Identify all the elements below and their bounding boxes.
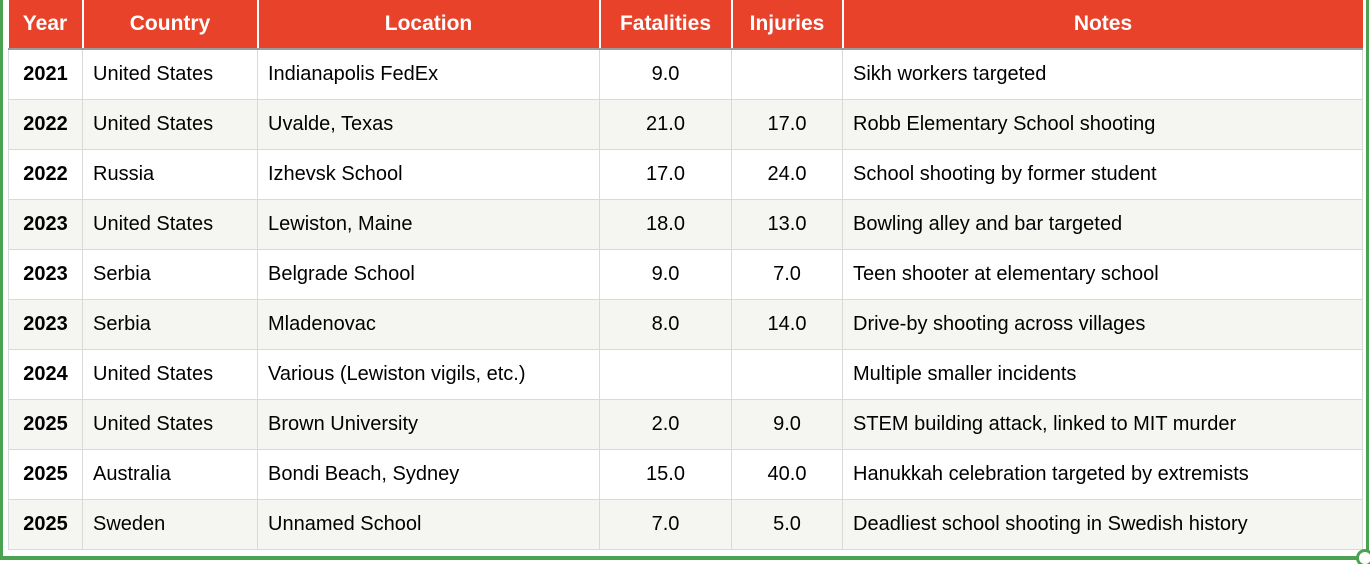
- table-row: [9, 399, 1363, 449]
- table-row: [9, 499, 1363, 549]
- table-cell: [732, 49, 843, 99]
- table-cell: 24.0: [732, 149, 843, 199]
- table-cell: Russia: [83, 149, 258, 199]
- table-row: [9, 299, 1363, 349]
- table-row: [9, 249, 1363, 299]
- table-cell: 2.0: [600, 399, 732, 449]
- table-cell: 9.0: [600, 49, 732, 99]
- table-cell: Belgrade School: [258, 249, 600, 299]
- selection-border-right: [1366, 0, 1369, 560]
- table-cell: STEM building attack, linked to MIT murder: [843, 399, 1363, 449]
- table-cell: Various (Lewiston vigils, etc.): [258, 349, 600, 399]
- header-row: [9, 0, 1363, 49]
- table-cell: 2023: [9, 199, 83, 249]
- table-cell: Multiple smaller incidents: [843, 349, 1363, 399]
- table-cell: 8.0: [600, 299, 732, 349]
- table-cell: 2025: [9, 449, 83, 499]
- table-cell: Teen shooter at elementary school: [843, 249, 1363, 299]
- table-cell: 15.0: [600, 449, 732, 499]
- table-cell: Sweden: [83, 499, 258, 549]
- table-cell: Brown University: [258, 399, 600, 449]
- table-cell: 2021: [9, 49, 83, 99]
- table-cell: Mladenovac: [258, 299, 600, 349]
- table-cell: [732, 349, 843, 399]
- column-header-notes: Notes: [843, 0, 1363, 49]
- table-cell: [600, 349, 732, 399]
- table-cell: Indianapolis FedEx: [258, 49, 600, 99]
- table-row: [9, 149, 1363, 199]
- table-cell: 2022: [9, 149, 83, 199]
- selection-border-bottom: [0, 556, 1370, 560]
- table-cell: 9.0: [600, 249, 732, 299]
- table-cell: 21.0: [600, 99, 732, 149]
- table-cell: Hanukkah celebration targeted by extremists: [843, 449, 1363, 499]
- table-cell: 2025: [9, 499, 83, 549]
- table-cell: Izhevsk School: [258, 149, 600, 199]
- table-row: [9, 349, 1363, 399]
- table-row: [9, 99, 1363, 149]
- table-row: [9, 49, 1363, 99]
- table-cell: 7.0: [600, 499, 732, 549]
- incidents-table: [8, 0, 1363, 550]
- column-header-injuries: Injuries: [732, 0, 843, 49]
- table-cell: 17.0: [600, 149, 732, 199]
- table-row: [9, 449, 1363, 499]
- table-cell: United States: [83, 49, 258, 99]
- table-cell: Sikh workers targeted: [843, 49, 1363, 99]
- table-cell: 2023: [9, 299, 83, 349]
- resize-handle[interactable]: [1356, 549, 1370, 564]
- table-cell: 5.0: [732, 499, 843, 549]
- column-header-location: Location: [258, 0, 600, 49]
- table-cell: 2022: [9, 99, 83, 149]
- table-cell: Serbia: [83, 249, 258, 299]
- table-cell: Bondi Beach, Sydney: [258, 449, 600, 499]
- table-cell: Bowling alley and bar targeted: [843, 199, 1363, 249]
- table-cell: 9.0: [732, 399, 843, 449]
- table-cell: United States: [83, 199, 258, 249]
- table-row: [9, 199, 1363, 249]
- table-cell: United States: [83, 99, 258, 149]
- column-header-country: Country: [83, 0, 258, 49]
- table-cell: 18.0: [600, 199, 732, 249]
- table-cell: United States: [83, 399, 258, 449]
- column-header-fatalities: Fatalities: [600, 0, 732, 49]
- table-cell: Australia: [83, 449, 258, 499]
- table-cell: 14.0: [732, 299, 843, 349]
- table-body: [9, 49, 1363, 549]
- table-cell: School shooting by former student: [843, 149, 1363, 199]
- table-header: [9, 0, 1363, 49]
- table-cell: United States: [83, 349, 258, 399]
- table-cell: 7.0: [732, 249, 843, 299]
- table-cell: Lewiston, Maine: [258, 199, 600, 249]
- table-cell: Unnamed School: [258, 499, 600, 549]
- column-header-year: Year: [9, 0, 83, 49]
- table-cell: 2023: [9, 249, 83, 299]
- table-cell: 17.0: [732, 99, 843, 149]
- table-cell: Robb Elementary School shooting: [843, 99, 1363, 149]
- table-cell: 13.0: [732, 199, 843, 249]
- table-cell: 40.0: [732, 449, 843, 499]
- table-cell: Uvalde, Texas: [258, 99, 600, 149]
- table-cell: Drive-by shooting across villages: [843, 299, 1363, 349]
- selection-border-left: [0, 0, 3, 560]
- table-cell: Serbia: [83, 299, 258, 349]
- table-cell: 2025: [9, 399, 83, 449]
- table-cell: Deadliest school shooting in Swedish history: [843, 499, 1363, 549]
- table-cell: 2024: [9, 349, 83, 399]
